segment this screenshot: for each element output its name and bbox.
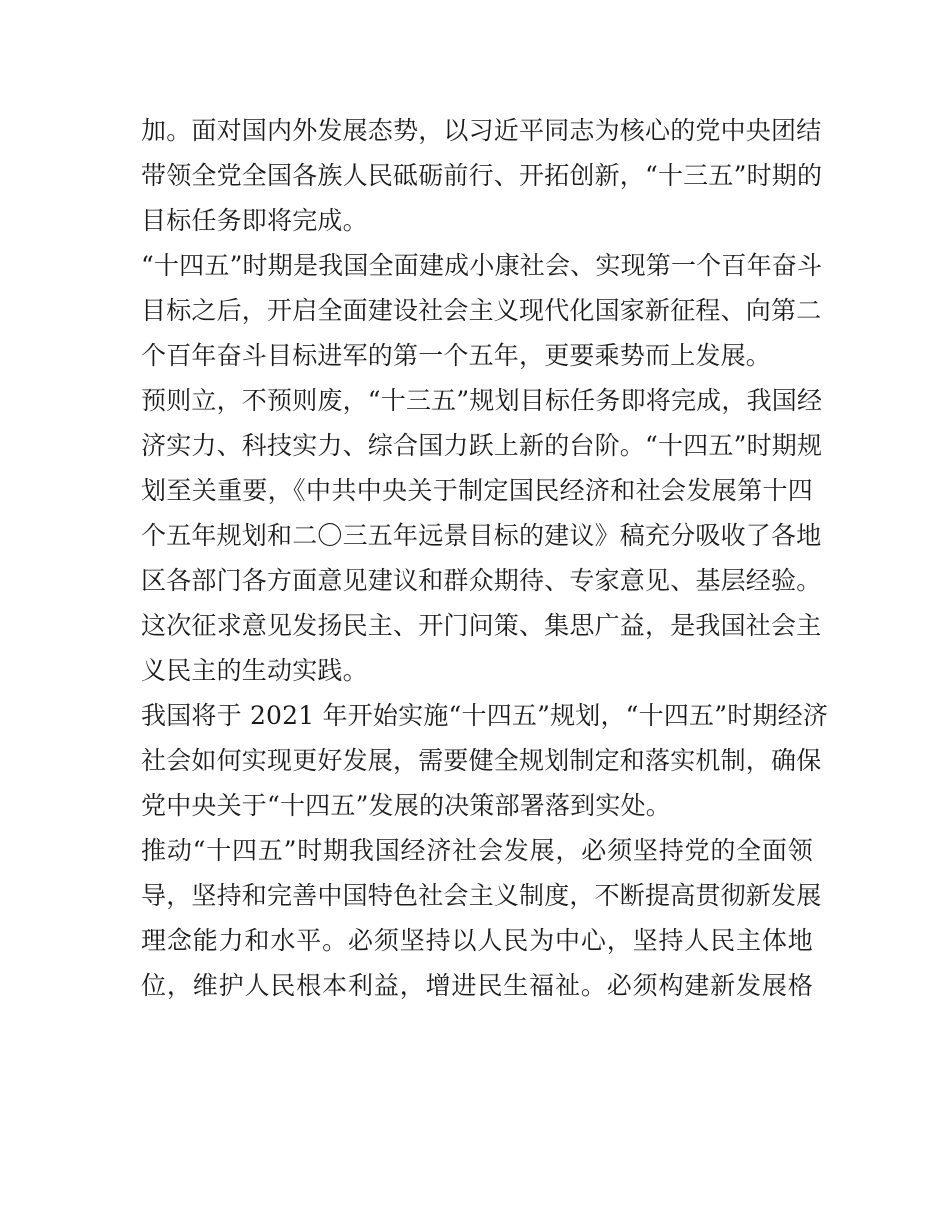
text-line: 社会如何实现更好发展，需要健全规划制定和落实机制，确保 [141,746,822,775]
text-line: 区各部门各方面意见建议和群众期待、专家意见、基层经验。 [141,566,822,595]
text-line: 济实力、科技实力、综合国力跃上新的台阶。“十四五”时期规 [141,431,823,460]
text-line: “十四五”时期是我国全面建成小康社会、实现第一个百年奋斗 [141,251,823,280]
document-body [141,108,829,1008]
text-line: 个百年奋斗目标进军的第一个五年，更要乘势而上发展。 [141,341,772,370]
text-line: 导，坚持和完善中国特色社会主义制度，不断提高贯彻新发展 [141,881,822,910]
text-line: 党中央关于“十四五”发展的决策部署落到实处。 [141,791,671,820]
paragraph-1 [141,108,823,243]
text-line: 目标之后，开启全面建设社会主义现代化国家新征程、向第二 [141,296,822,325]
text-line: 位，维护人民根本利益，增进民生福祉。必须构建新发展格 [141,971,813,1000]
text-line: 义民主的生动实践。 [141,656,368,685]
text-line: 这次征求意见发扬民主、开门问策、集思广益，是我国社会主 [141,611,822,640]
text-line: 推动“十四五”时期我国经济社会发展，必须坚持党的全面领 [141,836,813,865]
text-line: 划至关重要，《中共中央关于制定国民经济和社会发展第十四 [141,476,813,505]
paragraph-5 [141,828,822,1008]
text-line: 加。面对国内外发展态势，以习近平同志为核心的党中央团结 [141,116,822,145]
text-line: 个五年规划和二〇三五年远景目标的建议》稿充分吸收了各地 [141,521,822,550]
text-line: 带领全党全国各族人民砥砺前行、开拓创新，“十三五”时期的 [141,161,823,190]
text-line: 理念能力和水平。必须坚持以人民为中心，坚持人民主体地 [141,926,813,955]
paragraph-3 [141,378,823,693]
text-line: 预则立，不预则废，“十三五”规划目标任务即将完成，我国经 [141,386,823,415]
paragraph-4 [141,693,829,828]
paragraph-2 [141,243,823,378]
text-line: 我国将于 2021 年开始实施“十四五”规划，“十四五”时期经济 [141,701,829,730]
text-line: 目标任务即将完成。 [141,206,368,235]
